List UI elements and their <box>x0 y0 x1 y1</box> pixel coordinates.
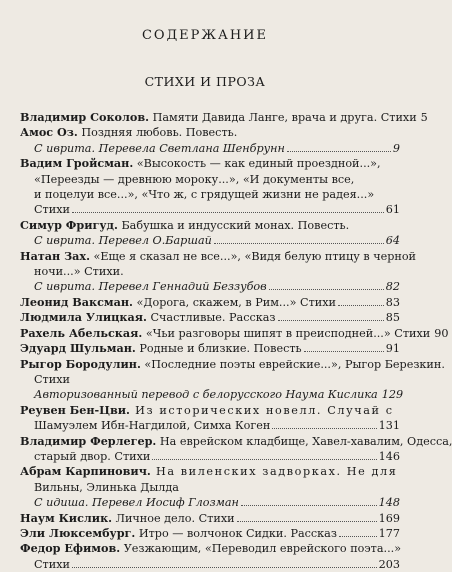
author-name: Рыгор Бородулин. <box>20 356 141 371</box>
toc-line <box>20 310 400 325</box>
toc-entry <box>20 325 449 341</box>
toc-line <box>20 156 400 171</box>
toc-entry <box>20 341 400 356</box>
toc-line-text <box>20 326 430 341</box>
toc-line-text <box>34 233 212 248</box>
toc-entry <box>20 541 400 572</box>
toc-line <box>20 403 400 418</box>
toc-line <box>20 341 400 356</box>
toc-line <box>20 248 417 264</box>
toc-line-text <box>20 110 417 125</box>
work-title: и поцелуи все...», «Что ж, с грядущей жизни не радея...» <box>34 188 375 202</box>
page-number: 148 <box>378 496 400 510</box>
toc-line <box>20 557 400 572</box>
toc-line-text <box>20 526 337 541</box>
toc-line <box>20 218 400 233</box>
work-title: Родные и близкие. Повесть <box>135 342 302 356</box>
author-name: Рахель Абельская. <box>20 325 143 340</box>
leader-dots <box>304 351 384 352</box>
toc-entry <box>20 526 400 541</box>
page-number: 82 <box>385 280 400 294</box>
work-title: На еврейском кладбище, Хавел-хавалим, Одесса, <box>156 434 452 448</box>
leader-dots <box>72 212 384 213</box>
leader-dots <box>237 521 377 522</box>
author-name: Владимир Ферлегер. <box>20 433 157 448</box>
page-number: 90 <box>434 326 449 340</box>
work-title: Стихи <box>34 372 70 386</box>
translator-note: С иврита. Перевела Светлана Шенбрунн <box>34 141 285 155</box>
work-title: Стихи <box>34 203 70 217</box>
work-title: На виленских задворках. Не для <box>150 465 398 479</box>
page-number: 203 <box>378 557 400 571</box>
work-title: Из исторических новелл. Случай с <box>129 403 394 417</box>
toc-line <box>20 418 400 433</box>
toc-line-text <box>34 202 70 217</box>
toc-line-text <box>34 449 150 464</box>
translator-note: С иврита. Перевел Геннадий Беззубов <box>34 280 267 294</box>
leader-dots <box>72 567 377 568</box>
translator-note: Авторизованный перевод с белорусского Наума Кислика <box>34 388 378 402</box>
page-number: 129 <box>381 388 404 402</box>
toc-line <box>20 141 400 156</box>
toc-line-text <box>34 495 239 510</box>
leader-dots <box>241 505 377 506</box>
author-name: Наум Кислик. <box>20 510 113 525</box>
work-title: «Дорога, скажем, в Рим...» Стихи <box>132 295 336 309</box>
toc-line <box>20 125 400 140</box>
toc-line-text <box>20 310 276 325</box>
toc-line-text <box>34 418 270 433</box>
page-number: 131 <box>378 419 400 433</box>
toc-entry <box>20 156 400 218</box>
leader-dots <box>338 305 384 306</box>
toc-entry <box>20 310 400 325</box>
toc-entry <box>20 125 400 156</box>
toc-entry <box>20 356 445 403</box>
author-name: Леонид Ваксман. <box>20 294 133 309</box>
leader-dots <box>278 320 384 321</box>
work-title: «Чьи разговоры шипят в преисподней...» Стихи <box>142 326 431 340</box>
leader-dots <box>214 243 384 244</box>
work-title: Бабушка и индусский монах. Повесть. <box>117 218 350 232</box>
page-number: 169 <box>378 511 400 525</box>
toc-entry <box>20 433 452 465</box>
page-number: 146 <box>378 449 400 463</box>
toc-line <box>20 449 400 464</box>
work-title: Итро — волчонок Сидки. Рассказ <box>135 526 337 540</box>
section-title: СТИХИ И ПРОЗА <box>144 74 266 89</box>
translator-note: С иврита. Перевел О.Баршай <box>34 234 212 248</box>
toc-line <box>20 464 400 479</box>
work-title: Счастливые. Рассказ <box>146 311 276 325</box>
page-title: СОДЕРЖАНИЕ <box>141 28 269 43</box>
author-name: Эдуард Шульман. <box>20 341 136 356</box>
toc-line-text <box>20 511 235 526</box>
toc-line-text <box>34 557 70 572</box>
page-number: 91 <box>385 342 400 356</box>
toc-line <box>20 526 400 541</box>
work-title: старый двор. Стихи <box>34 449 151 463</box>
table-of-contents <box>20 110 452 572</box>
page-number: 177 <box>378 526 400 540</box>
toc-line-text <box>34 141 285 156</box>
toc-entry <box>20 403 400 434</box>
work-title: Уезжающим, «Переводил еврейского поэта...» <box>120 542 402 556</box>
toc-line-text <box>20 295 336 310</box>
leader-dots <box>152 459 376 460</box>
work-title: ночи...» Стихи. <box>34 265 124 279</box>
toc-entry <box>20 110 428 125</box>
toc-line <box>20 356 445 372</box>
work-title: Шамуэлем Ибн-Нагдилой, Симха Коген <box>34 419 271 433</box>
toc-line <box>20 295 400 310</box>
author-name: Симур Фригуд. <box>20 217 118 232</box>
work-title: «Высокость — как единый проездной...», <box>133 157 381 171</box>
toc-line <box>20 172 400 187</box>
page-number: 83 <box>385 295 400 309</box>
leader-dots <box>287 151 391 152</box>
work-title: Личное дело. Стихи <box>112 511 235 525</box>
toc-line <box>20 433 452 449</box>
work-title: Вильны, Элинька Дылда <box>34 480 179 494</box>
toc-entry <box>20 218 400 249</box>
toc-entry <box>20 464 400 510</box>
author-name: Владимир Соколов. <box>20 110 150 124</box>
work-title: «Переезды — древнюю мороку...», «И документы все, <box>34 172 355 186</box>
leader-dots <box>272 428 376 429</box>
author-name: Амос Оз. <box>20 125 78 140</box>
page-number: 85 <box>385 311 400 325</box>
work-title: Стихи <box>34 557 70 571</box>
leader-dots <box>269 289 384 290</box>
toc-entry <box>20 248 417 295</box>
toc-line <box>20 511 400 526</box>
page-number: 9 <box>392 141 400 155</box>
toc-line <box>20 541 400 556</box>
author-name: Абрам Карпинович. <box>20 464 151 479</box>
work-title: Поздняя любовь. Повесть. <box>77 126 238 140</box>
work-title: «Последние поэты еврейские...», Рыгор Березкин. <box>140 357 445 371</box>
toc-line-text <box>34 279 267 294</box>
toc-entry <box>20 511 400 526</box>
page-number: 5 <box>420 111 428 124</box>
toc-line-text <box>34 387 378 402</box>
toc-line <box>20 387 404 402</box>
author-name: Натан Зах. <box>20 248 90 263</box>
author-name: Вадим Гройсман. <box>20 156 134 171</box>
toc-line <box>20 233 400 248</box>
author-name: Эли Люксембург. <box>20 525 136 540</box>
toc-line <box>20 110 428 125</box>
toc-line <box>20 372 400 387</box>
translator-note: С идиша. Перевел Иосиф Глозман <box>34 496 239 510</box>
author-name: Федор Ефимов. <box>20 541 121 556</box>
page-number: 64 <box>385 234 400 248</box>
author-name: Людмила Улицкая. <box>20 310 147 325</box>
toc-line <box>20 187 400 202</box>
toc-line <box>20 202 400 217</box>
toc-line <box>20 279 400 294</box>
toc-line <box>20 264 400 279</box>
toc-line <box>20 325 449 341</box>
toc-line <box>20 480 400 495</box>
leader-dots <box>339 536 377 537</box>
toc-line <box>20 495 400 510</box>
author-name: Реувен Бен-Цви. <box>20 402 130 417</box>
toc-line-text <box>20 341 302 356</box>
work-title: Памяти Давида Ланге, врача и друга. Стихи <box>149 111 417 124</box>
page-number: 61 <box>385 203 400 217</box>
work-title: «Еще я сказал не все...», «Видя белую птицу в черной <box>89 249 417 263</box>
toc-entry <box>20 295 400 310</box>
